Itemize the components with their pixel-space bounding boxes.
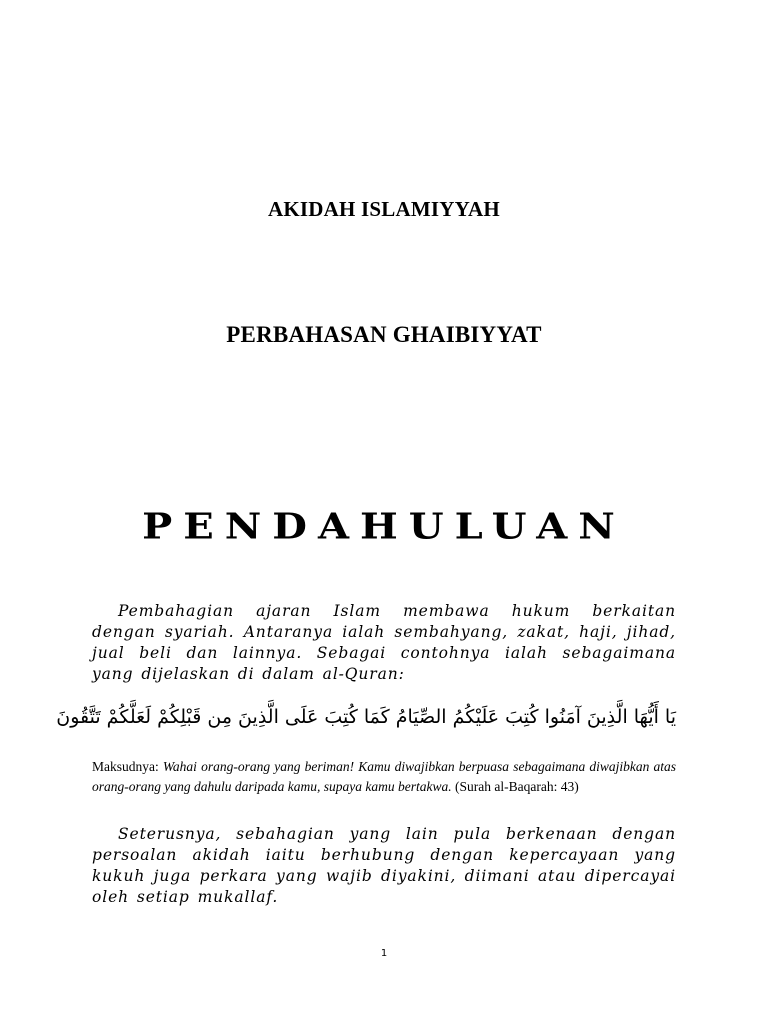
intro-paragraph-text: Pembahagian ajaran Islam membawa hukum berkaitan dengan syariah. Antaranya ialah sembahyang, zakat, haji, jihad, jual beli dan lainnya. Sebagai contohnya ialah sebagaimana yang dijelaskan di dalam al-Quran:: [92, 602, 676, 683]
page-number: 1: [380, 948, 388, 959]
translation-label: Maksudnya:: [92, 759, 159, 774]
document-title: AKIDAH ISLAMIYYAH: [268, 197, 500, 221]
akidah-paragraph: [92, 824, 676, 908]
document-subtitle: PERBAHASAN GHAIBIYYAT: [226, 322, 542, 347]
section-heading: PENDAHULUAN: [142, 506, 626, 548]
verse-translation: [92, 757, 676, 797]
intro-paragraph: [92, 601, 676, 685]
translation-text: Wahai orang-orang yang beriman! Kamu diwajibkan berpuasa sebagaimana diwajibkan atas orang-orang yang dahulu daripada kamu, supaya kamu bertakwa.: [92, 759, 676, 794]
translation-source: (Surah al-Baqarah: 43): [454, 779, 579, 794]
quran-verse: يَا أَيُّهَا الَّذِينَ آمَنُوا كُتِبَ عَلَيْكُمُ الصِّيَامُ كَمَا كُتِبَ عَلَى الَّذِينَ مِن قَبْلِكُمْ لَعَلَّكُمْ تَتَّقُونَ: [56, 706, 676, 728]
akidah-paragraph-text: Seterusnya, sebahagian yang lain pula berkenaan dengan persoalan akidah iaitu berhubung dengan kepercayaan yang kukuh juga perkara yang wajib diyakini, diimani atau dipercayai oleh setiap mukallaf.: [92, 825, 676, 906]
